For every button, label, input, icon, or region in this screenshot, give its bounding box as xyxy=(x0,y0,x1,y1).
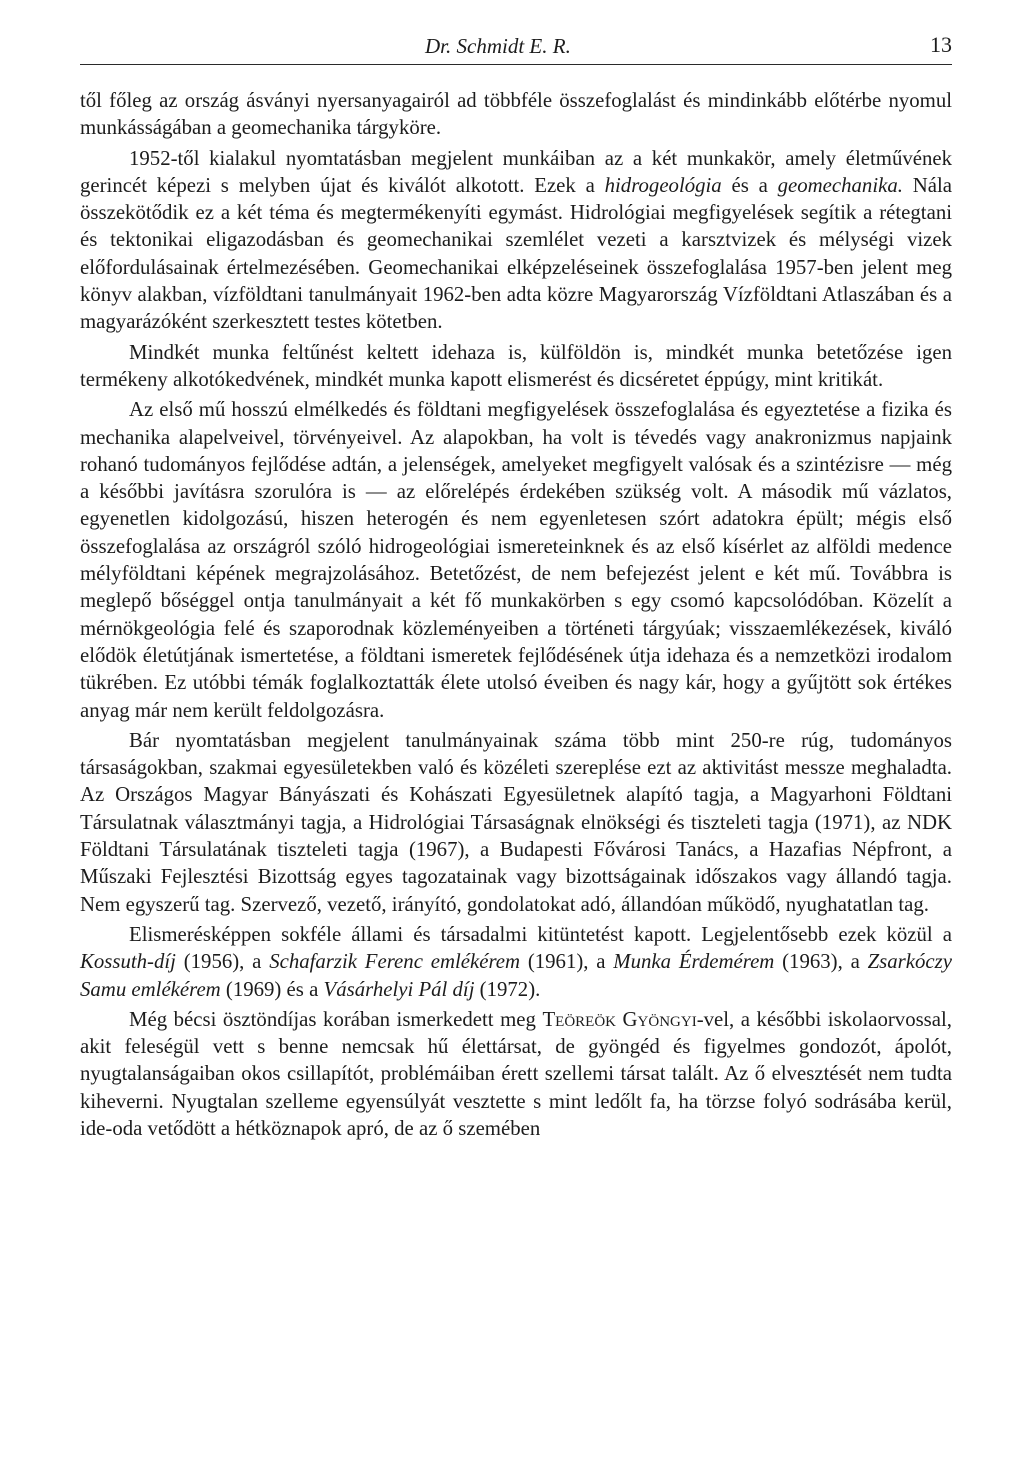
page xyxy=(80,30,952,1142)
text-run: -vel, a későbbi iskolaorvossal, akit feleségül vett s benne nemcsak hű élettársat, de gyöngéd és figyelmes gondozót, ápolót, nyugtalanságaiban okos csillapítót, problémáiban érett szellemi társat talált. Az ő elvesztését nem tudta kiheverni. Nyugtalan szelleme egyensúlyát vesztette s mint ledőlt fa, ha törzse folyó sodrásába kerül, ide-oda vetődött a hétköznapok apró, de az ő szemében xyxy=(80,1007,952,1140)
text-run: Még bécsi ösztöndíjas korában ismerkedett meg xyxy=(129,1007,543,1031)
award-name: Munka Érdemérem xyxy=(613,950,775,974)
paragraph xyxy=(80,339,952,394)
text-run: Elismerésképpen sokféle állami és társadalmi kitüntetést kapott. Legjelentősebb ezek közül a xyxy=(129,922,952,946)
award-name: Zsarkóczy Samu emlékérem xyxy=(80,950,952,1001)
award-name: Vásárhelyi Pál díj xyxy=(323,977,475,1001)
text-run: (1972). xyxy=(474,977,541,1001)
text-run: (1963), a xyxy=(774,950,868,974)
text-run: (1969) és a xyxy=(220,977,324,1001)
paragraph xyxy=(80,145,952,336)
text-run: és a xyxy=(721,173,778,197)
italic-term: geomechanika. xyxy=(777,173,903,197)
text-run: Az első mű hosszú elmélkedés és földtani megfigyelések összefoglalása és egyeztetése a fizika és mechanika alapelveivel, törvényeivel. Az alapokban, ha volt is tévedés vagy anakronizmus napjaink rohanó tudományos fejlődése adtán, a jelenségek, amelyeket megfigyelt valósak és a szintézisre — még a későbbi javításra szorulóra is — az előrelépés érdekében szükség volt. A második mű vázlatos, egyenetlen kidolgozású, hiszen heterogén és nem egyenletesen szórt adatokra épült; mégis első összefoglalása az országról szóló hidrogeológiai ismereteinknek és az első kísérlet az alföldi medence mélyföldtani képének megrajzolásához. Betetőzést, de nem befejezést jelent e két mű. Továbbra is meglepő bőséggel ontja tanulmányait a két fő munkakörben s egy csomó kapcsolódóban. Közelít a mérnökgeológia felé és szaporodnak közleményeiben a történeti tárgyúak; visszaemlékezések, kiváló elődök életútjának ismertetése, a földtani ismeretek fejlődésének útja idehaza és a nemzetközi irodalom tükrében. Ez utóbbi témák foglalkoztatták élete utolsó éveiben és nagy kár, hogy a gyűjtött sok értékes anyag már nem került feldolgozásra. xyxy=(80,398,952,722)
running-header xyxy=(80,30,952,65)
text-run: (1956), a xyxy=(175,950,270,974)
text-run: (1961), a xyxy=(520,950,614,974)
award-name: Kossuth-díj xyxy=(80,950,176,974)
italic-term: hidrogeológia xyxy=(604,173,722,197)
award-name: Schafarzik Ferenc emlékérem xyxy=(269,950,521,974)
page-number: 13 xyxy=(930,32,952,57)
text-run: Nála összekötődik ez a két téma és megtermékenyíti egymást. Hidrológiai megfigyelések segítik a rétegtani és tektonikai eligazodásban és geomechanikai szemlélet vezeti a karsztvizek és mélységi vizek előfordulásainak értelmezésében. Geomechanikai elképzeléseinek összefoglalása 1957-ben jelent meg könyv alakban, vízföldtani tanulmányait 1962-ben adta közre Magyarország Vízföldtani Atlaszában és a magyarázóként szerkesztett testes kötetben. xyxy=(80,173,952,334)
text-run: 1952-től kialakul nyomtatásban megjelent munkáiban az a két munkakör, amely életművének gerincét képezi s melyben újat és kiválót alkotott. Ezek a xyxy=(80,146,952,197)
header-author: Dr. Schmidt E. R. xyxy=(425,34,571,58)
text-run: től főleg az ország ásványi nyersanyagairól ad többféle összefoglalást és mindinkább előtérbe nyomul munkásságában a geomechanika tárgyköre. xyxy=(80,89,952,140)
paragraph xyxy=(80,1006,952,1142)
paragraph xyxy=(80,396,952,724)
person-name: Teöreök Gyöngyi xyxy=(542,1007,697,1031)
paragraph xyxy=(80,921,952,1003)
paragraph xyxy=(80,87,952,142)
text-run: Bár nyomtatásban megjelent tanulmányainak száma több mint 250-re rúg, tudományos társaságokban, szakmai egyesületekben való és közéleti szereplése ezt az aktivitást messze meghaladta. Az Országos Magyar Bányászati és Kohászati Egyesületnek alapító tagja, a Magyarhoni Földtani Társulatnak választmányi tagja, a Hidrológiai Társaságnak elnökségi és tiszteleti tagja (1971), az NDK Földtani Társulatának tiszteleti tagja (1967), a Budapesti Fővárosi Tanács, a Hazafias Népfront, a Műszaki Fejlesztési Bizottság egyes tagozatainak vagy bizottságainak időszakos vagy állandó tagja. Nem egyszerű tag. Szervező, vezető, irányító, gondolatokat adó, állandóan működő, nyughatatlan tag. xyxy=(80,728,952,916)
text-run: Mindkét munka feltűnést keltett idehaza is, külföldön is, mindkét munka betetőzése igen termékeny alkotókedvének, mindkét munka kapott elismerést és dicséretet éppúgy, mint kritikát. xyxy=(80,340,952,391)
body-text xyxy=(80,87,952,1142)
paragraph xyxy=(80,727,952,918)
